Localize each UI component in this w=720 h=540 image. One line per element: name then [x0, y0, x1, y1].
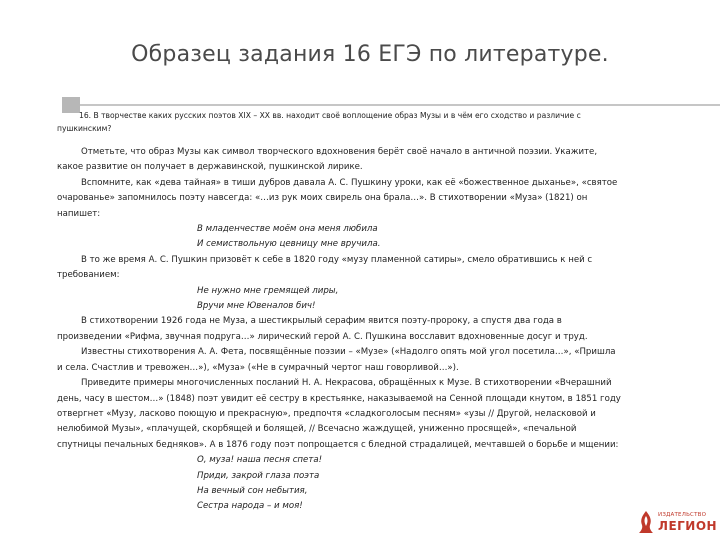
text-line: В стихотворении 1926 года не Муза, а шестикрылый серафим явится поэту-пророку, а спустя два года в	[81, 316, 562, 327]
text-line: произведении «Рифма, звучная подруга…» лирический герой А. С. Пушкина восславит вдохновенные досуг и труд.	[57, 331, 588, 342]
verse-line: Не нужно мне гремящей лиры,	[197, 285, 339, 296]
text-line: В то же время А. С. Пушкин призовёт к себе в 1820 году «музу пламенной сатиры», смело обратившись к ней с	[81, 254, 593, 265]
text-line: спутницы печальных бедняков». А в 1876 году поэт попрощается с бледной страдалицей, мечтавшей о борьбе и мщении:	[57, 439, 619, 450]
text-line: напишет:	[57, 208, 101, 219]
text-line: очарованье» запомнилось поэту навсегда: «…из рук моих свирель она брала…». В стихотворении «Муза» (1821) он	[57, 193, 588, 204]
slide-title: Образец задания 16 ЕГЭ по литературе.	[131, 42, 609, 67]
question-line: 16. В творчестве каких русских поэтов XIX – XX вв. находит своё воплощение образ Музы и в чём его сходство и различие с	[79, 111, 581, 120]
publisher-logo	[636, 506, 718, 536]
task-content	[57, 110, 685, 515]
publisher-name: ЛЕГИОН	[658, 519, 718, 533]
text-line: Отметьте, что образ Музы как символ творческого вдохновения берёт своё начало в античной поэзии. Укажите,	[81, 147, 598, 157]
verse-line: На вечный сон небытия,	[197, 485, 308, 496]
verse-line: И семиствольную цевницу мне вручила.	[197, 239, 381, 250]
text-line: какое развитие он получает в державинской, пушкинской лирике.	[57, 162, 363, 173]
question-text	[57, 110, 685, 135]
question-line: пушкинским?	[57, 123, 112, 133]
text-line: отвергнет «Музу, ласково поющую и прекрасную», предпочтя «сладкоголосым песням» «узы // Другой, неласковой и	[57, 408, 596, 419]
text-line: нелюбимой Музы», «плачущей, скорбящей и болящей, // Всечасно жаждущей, униженно просящей», «печальной	[57, 424, 577, 435]
text-line: Известны стихотворения А. А. Фета, посвящённые поэзии – «Музе» («Надолго опять мой угол посетила…», «Пришла	[81, 347, 616, 358]
verse-line: Вручи мне Ювеналов бич!	[197, 301, 316, 312]
text-line: день, часу в шестом…» (1848) поэт увидит её сестру в крестьянке, наказываемой на Сенной площади кнутом, в 1851 году	[57, 393, 621, 404]
text-line: требованием:	[57, 270, 120, 281]
text-line: Приведите примеры многочисленных посланий Н. А. Некрасова, обращённых к Музе. В стихотворении «Вчерашний	[81, 378, 612, 389]
text-line: Вспомните, как «дева тайная» в тиши дубров давала А. С. Пушкину уроки, как её «божественное дыханье», «святое	[81, 177, 618, 188]
publisher-label: ИЗДАТЕЛЬСТВО	[658, 512, 707, 518]
accent-line	[80, 104, 720, 106]
legion-logo-icon	[636, 510, 656, 534]
text-line: и села. Счастлив и тревожен…»), «Муза» («Не в сумрачный чертог наш говорливой…»).	[57, 362, 459, 373]
verse-line: Приди, закрой глаза поэта	[197, 470, 320, 481]
task-body	[57, 145, 685, 515]
verse-line: О, муза! наша песня спета!	[197, 455, 323, 466]
verse-line: Сестра народа – и моя!	[197, 501, 303, 512]
verse-line: В младенчестве моём она меня любила	[197, 224, 378, 235]
